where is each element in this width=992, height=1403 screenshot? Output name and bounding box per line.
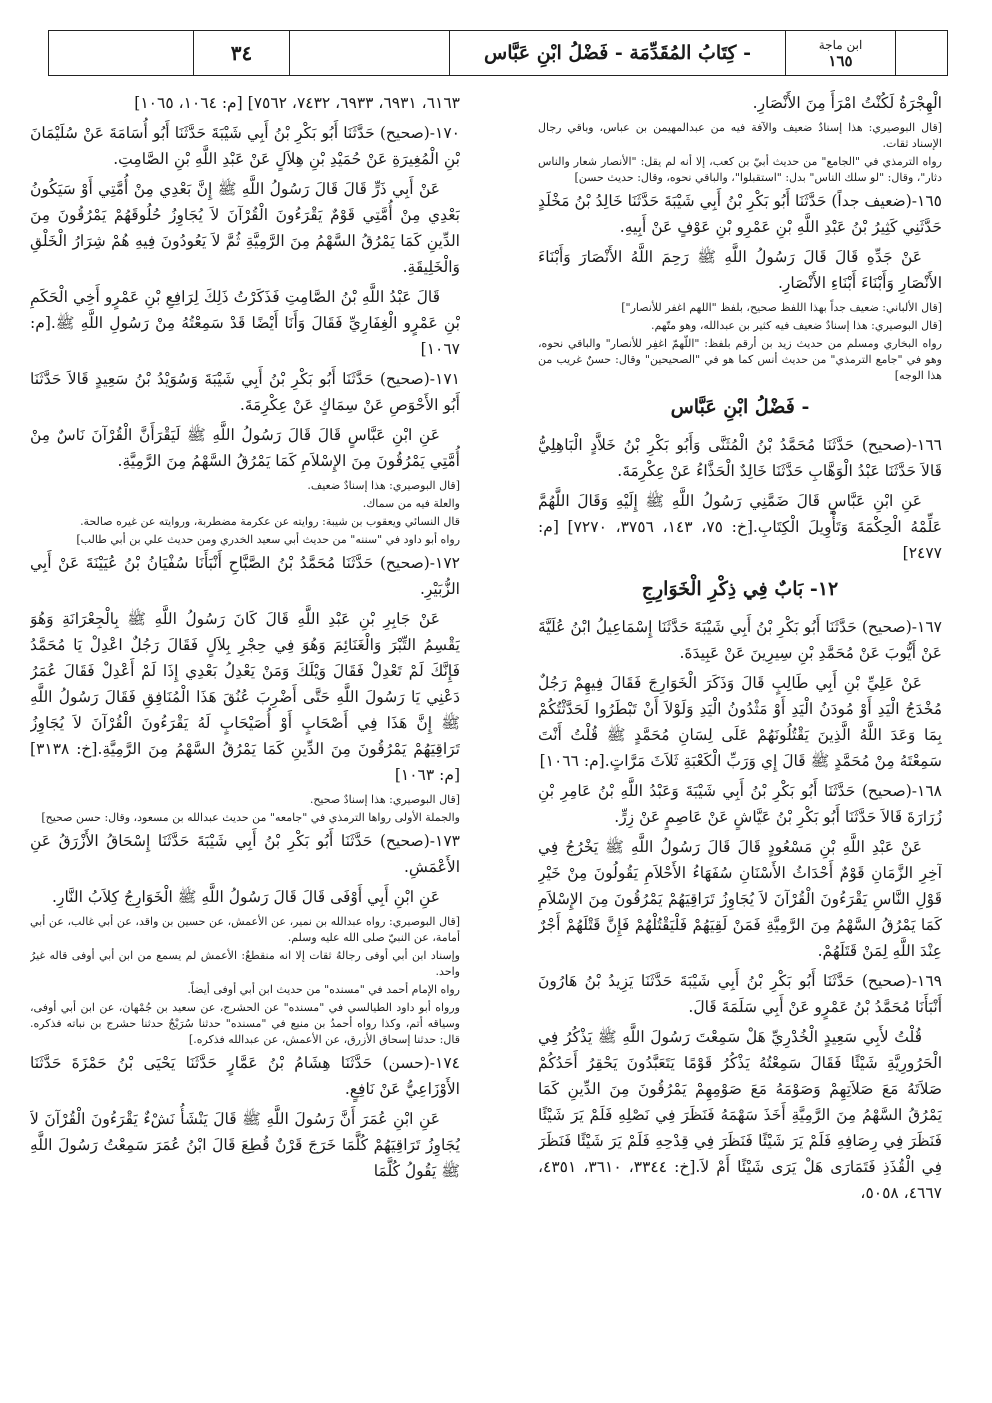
hadith-169-text: قُلْتُ لأَبِي سَعِيدٍ الْخُدْرِيِّ هَلْ سَمِعْتَ رَسُولَ اللَّهِ ﷺ يَذْكُرُ فِي الْحَرُورِيَّةِ شَيْئًا فَقَالَ سَمِعْتُهُ يَذْكُرُ قَوْمًا يَتَعَبَّدُونَ يَحْقِرُ أَحَدُكُمْ صَلاَتَهُ مَعَ صَلاَتِهِمْ وَصَوْمَهُ مَعَ صَوْمِهِمْ يَمْرُقُونَ مِنَ الدِّينِ كَمَا يَمْرُقُ السَّهْمُ مِنَ الرَّمِيَّةِ أَخَذَ سَهْمَهُ فَنَظَرَ فِي نَصْلِهِ فَلَمْ يَرَ شَيْئًا فَنَظَرَ فِي رِصَافِهِ فَلَمْ يَرَ شَيْئًا فَنَظَرَ فِي قِدْحِهِ فَلَمْ يَرَ شَيْئًا فَنَظَرَ فِي الْقُذَذِ فَتَمَارَى هَلْ يَرَى شَيْئًا أَمْ لاَ.[خ: ٣٣٤٤، ٣٦١٠، ٤٣٥١، ٤٦٦٧، ٥٠٥٨، [538, 1028, 942, 1202]
hadith-166-chain: ١٦٦-(صحيح) حَدَّثَنَا مُحَمَّدُ بْنُ الْمُثَنَّى وَأَبُو بَكْرِ بْنُ خَلاَّدٍ الْبَاهِلِيُّ قَالاَ حَدَّثَنَا عَبْدُ الْوَهَّابِ حَدَّثَنَا خَالِدٌ الْحَذَّاءُ عَنْ عِكْرِمَةَ. [538, 436, 942, 480]
chapter-title: - كِتَابُ المُقَدِّمَة - فَضْلُ ابْنِ عَبَّاس [449, 31, 785, 75]
hadith-165-chain: ١٦٥-(ضعيف جداً) حَدَّثَنَا أَبُو بَكْرِ بْنُ أَبِي شَيْبَةَ حَدَّثَنَا خَالِدُ بْنُ مَخْلَدٍ حَدَّثَنِي كَثِيرُ بْنُ عَبْدِ اللَّهِ بْنِ عَمْرِو بْنِ عَوْفٍ عَنْ أَبِيهِ. [538, 192, 942, 236]
footnote: ورواه أبو داود الطيالسي في "مسنده" عن الحشرج، عن سعيد بن جُمْهان، عن ابن أبي أوفى، وسياقه أتم، وكذا رواه أحمدُ بن منيع في "مسنده" حدثنا سُرَيْجٌ حدثنا حشرج بن نباته فذكره. قال: حدثنا إسحاق الأزرق، عن الأعمش، عن عبدالله فذكره.] [30, 1001, 460, 1046]
continued-text: الْهِجْرَةُ لَكُنْتُ امْرَأً مِنَ الأَنْصَارِ. [752, 94, 942, 112]
footnote: [قال البوصيري: هذا إسنادٌ ضعيف فيه كثير بن عبدالله، وهو متّهم. [650, 319, 942, 332]
hadith-172-text: عَنْ جَابِرِ بْنِ عَبْدِ اللَّهِ قَالَ كَانَ رَسُولُ اللَّهِ ﷺ بِالْجِعْرَانَةِ وَهُوَ يَقْسِمُ التِّبْرَ وَالْغَنَائِمَ وَهُوَ فِي حِجْرِ بِلاَلٍ فَقَالَ رَجُلٌ اعْدِلْ يَا مُحَمَّدُ فَإِنَّكَ لَمْ تَعْدِلْ فَقَالَ وَيْلَكَ وَمَنْ يَعْدِلُ بَعْدِي إِذَا لَمْ أَعْدِلْ فَقَالَ عُمَرُ دَعْنِي يَا رَسُولَ اللَّهِ حَتَّى أَضْرِبَ عُنُقَ هَذَا الْمُنَافِقِ فَقَالَ رَسُولُ اللَّهِ ﷺ إِنَّ هَذَا فِي أَصْحَابٍ أَوْ أُصَيْحَابٍ لَهُ يَقْرَءُونَ الْقُرْآنَ لاَ يُجَاوِزُ تَرَاقِيَهُمْ يَمْرُقُونَ مِنَ الدِّينِ كَمَا يَمْرُقُ السَّهْمُ مِنَ الرَّمِيَّةِ.[خ: ٣١٣٨] [م: ١٠٦٣] [30, 610, 460, 784]
footnote: رواه الإمام أحمد في "مسنده" من حديث ابن أبي أوفى أيضاً. [187, 983, 460, 996]
hadith-167-text: عَنْ عَلِيِّ بْنِ أَبِي طَالِبٍ قَالَ وَذَكَرَ الْخَوَارِجَ فَقَالَ فِيهِمْ رَجُلٌ مُخْدَجُ الْيَدِ أَوْ مُودَنُ الْيَدِ أَوْ مَثْدُونُ الْيَدِ وَلَوْلاَ أَنْ تَبْطَرُوا لَحَدَّثْتُكُمْ بِمَا وَعَدَ اللَّهُ الَّذِينَ يَقْتُلُونَهُمْ عَلَى لِسَانِ مُحَمَّدٍ ﷺ قُلْتُ أَنْتَ سَمِعْتَهُ مِنْ مُحَمَّدٍ ﷺ قَالَ إِي وَرَبِّ الْكَعْبَةِ ثَلاَثَ مَرَّاتٍ.[م: ١٠٦٦] [538, 674, 942, 770]
footnote: [قال البوصيري: رواه عبدالله بن نمير، عن الأعمش، عن حسين بن واقد، عن أبي غالب، عن أبي أمامة، عن النبيّ صلى الله عليه وسلم. [30, 915, 460, 944]
hadith-170-chain: ١٧٠-(صحيح) حَدَّثَنَا أَبُو بَكْرِ بْنُ أَبِي شَيْبَةَ حَدَّثَنَا أَبُو أُسَامَةَ عَنْ سُلَيْمَانَ بْنِ الْمُغِيرَةِ عَنْ حُمَيْدِ بْنِ هِلاَلٍ عَنْ عَبْدِ اللَّهِ بْنِ الصَّامِتِ. [30, 124, 460, 168]
footnote: [قال البوصيري: هذا إسنادٌ ضعيف والآفة فيه من عبدالمهيمن بن عباس، وباقي رجال الإسناد ثقات. [538, 121, 942, 150]
footnote: والجملة الأولى رواها الترمذي في "جامعه" من حديث عبدالله بن مسعود، وقال: حسن صحيح] [41, 811, 460, 824]
hadith-170-text: عَنْ أَبِي ذَرٍّ قَالَ قَالَ رَسُولُ اللَّهِ ﷺ إِنَّ بَعْدِي مِنْ أُمَّتِي أَوْ سَيَكُونُ بَعْدِي مِنْ أُمَّتِي قَوْمٌ يَقْرَءُونَ الْقُرْآنَ لاَ يُجَاوِزُ حُلُوقَهُمْ يَمْرُقُونَ مِنَ الدِّينِ كَمَا يَمْرُقُ السَّهْمُ مِنَ الرَّمِيَّةِ ثُمَّ لاَ يَعُودُونَ فِيهِ هُمْ شِرَارُ الْخَلْقِ وَالْخَلِيقَةِ. [30, 180, 460, 276]
book-reference [785, 31, 895, 75]
section-heading: - فَضْلُ ابْنِ عَبَّاس [670, 396, 810, 418]
hadith-172-chain: ١٧٢-(صحيح) حَدَّثَنَا مُحَمَّدُ بْنُ الصَّبَّاحِ أَنْبَأَنَا سُفْيَانُ بْنُ عُيَيْنَةَ عَنْ أَبِي الزُّبَيْرِ. [30, 554, 460, 598]
header-empty-cell [289, 31, 449, 75]
hadith-169-chain: ١٦٩-(صحيح) حَدَّثَنَا أَبُو بَكْرِ بْنُ أَبِي شَيْبَةَ حَدَّثَنَا يَزِيدُ بْنُ هَارُونَ أَنْبَأَنَا مُحَمَّدُ بْنُ عَمْرٍو عَنْ أَبِي سَلَمَةَ قَالَ. [538, 972, 942, 1016]
chapter-heading: ١٢- بَابٌ فِي ذِكْرِ الْخَوَارِجِ [641, 578, 839, 600]
hadith-165-text: عَنْ جَدِّهِ قَالَ قَالَ رَسُولُ اللَّهِ ﷺ رَحِمَ اللَّهُ الأَنْصَارَ وَأَبْنَاءَ الأَنْصَارِ وَأَبْنَاءَ أَبْنَاءِ الأَنْصَارِ. [538, 248, 942, 292]
hadith-174-text: عَنِ ابْنِ عُمَرَ أَنَّ رَسُولَ اللَّهِ ﷺ قَالَ يَنْشَأُ نَشْءٌ يَقْرَءُونَ الْقُرْآنَ لاَ يُجَاوِزُ تَرَاقِيَهُمْ كُلَّمَا خَرَجَ قَرْنٌ قُطِعَ قَالَ ابْنُ عُمَرَ سَمِعْتُ رَسُولَ اللَّهِ ﷺ يَقُولُ كُلَّمَا [30, 1110, 460, 1180]
book-number: ١٦٥ [828, 52, 853, 70]
hadith-166-text: عَنِ ابْنِ عَبَّاسٍ قَالَ ضَمَّنِي رَسُولُ اللَّهِ ﷺ إِلَيْهِ وَقَالَ اللَّهُمَّ عَلِّمْهُ الْحِكْمَةَ وَتَأْوِيلَ الْكِتَابِ.[خ: ٧٥، ١٤٣، ٣٧٥٦، ٧٢٧٠] [م: ٢٤٧٧] [538, 492, 942, 562]
footnote: رواه أبو داود في "سننه" من حديث أبي سعيد الخدري ومن حديث علي بن أبي طالب] [76, 533, 460, 546]
right-column [538, 90, 942, 1363]
footnote: [قال البوصيري: هذا إسنادٌ ضعيف. [307, 479, 460, 492]
book-name: ابن ماجة [818, 38, 863, 52]
page-number: ٣٤ [193, 31, 289, 75]
hadith-174-chain: ١٧٤-(حسن) حَدَّثَنَا هِشَامُ بْنُ عَمَّارٍ حَدَّثَنَا يَحْيَى بْنُ حَمْزَةَ حَدَّثَنَا الأَوْزَاعِيُّ عَنْ نَافِعٍ. [30, 1054, 460, 1098]
left-column [30, 90, 460, 1363]
hadith-173-text: عَنِ ابْنِ أَبِي أَوْفَى قَالَ قَالَ رَسُولُ اللَّهِ ﷺ الْخَوَارِجُ كِلاَبُ النَّارِ. [52, 888, 440, 906]
page-header [48, 30, 948, 76]
references-continued: ٦١٦٣، ٦٩٣١، ٦٩٣٣، ٧٤٣٢، ٧٥٦٢] [م: ١٠٦٤، ١٠٦٥] [134, 94, 460, 112]
footnote: رواه البخاري ومسلم من حديث زيد بن أرقم بلفظ: "اللّهمّ اغفِر للأنصار" والباقي نحوه، وهو في "جامع الترمذي" من حديث أنس كما هو في "الصحيحين" وقال: حسنٌ غريب من هذا الوجه] [538, 337, 942, 382]
footnote: وإسناد ابن أبي أوفى رجالهُ ثقات إلا انه منقطعٌ: الأعمش لم يسمع من ابن أبي أوفى قاله غيرُ واحد. [30, 949, 460, 978]
footnote: قال النسائي ويعقوب بن شيبة: روايته عن عكرمة مضطربة، وروايته عن غيره صالحة. [80, 515, 460, 528]
hadith-171-chain: ١٧١-(صحيح) حَدَّثَنَا أَبُو بَكْرِ بْنُ أَبِي شَيْبَةَ وَسُوَيْدُ بْنُ سَعِيدٍ قَالاَ حَدَّثَنَا أَبُو الأَحْوَصِ عَنْ سِمَاكٍ عَنْ عِكْرِمَةَ. [30, 370, 460, 414]
header-empty-cell [895, 31, 947, 75]
footnote: والعلة فيه من سماك. [362, 497, 460, 510]
header-empty-cell [49, 31, 193, 75]
footnote: رواه الترمذي في "الجامع" من حديث أبيّ بن كعب، إلا أنه لم يقل: "الأنصار شعار والناس دثار"، وقال: "لو سلك الناس" بدل: "استقبلوا"، والباقي نحوه، وقال: حديث حسن] [538, 155, 942, 184]
footnote: [قال الألباني: ضعيف جداً بهذا اللفظ صحيح، بلفظ "اللهم اغفر للأنصار"] [621, 301, 942, 314]
hadith-170-text: قَالَ عَبْدُ اللَّهِ بْنُ الصَّامِتِ فَذَكَرْتُ ذَلِكَ لِرَافِعِ بْنِ عَمْرٍو أَخِي الْحَكَمِ بْنِ عَمْرٍو الْغِفَارِيِّ فَقَالَ وَأَنَا أَيْضًا قَدْ سَمِعْتُهُ مِنْ رَسُولِ اللَّهِ ﷺ.[م: ١٠٦٧] [30, 288, 460, 358]
footnote: [قال البوصيري: هذا إسنادٌ صحيح. [309, 793, 460, 806]
hadith-171-text: عَنِ ابْنِ عَبَّاسٍ قَالَ قَالَ رَسُولُ اللَّهِ ﷺ لَيَقْرَأَنَّ الْقُرْآنَ نَاسٌ مِنْ أُمَّتِي يَمْرُقُونَ مِنَ الإِسْلاَمِ كَمَا يَمْرُقُ السَّهْمُ مِنَ الرَّمِيَّةِ. [30, 426, 460, 470]
hadith-173-chain: ١٧٣-(صحيح) حَدَّثَنَا أَبُو بَكْرِ بْنُ أَبِي شَيْبَةَ حَدَّثَنَا إِسْحَاقُ الأَزْرَقُ عَنِ الأَعْمَشِ. [30, 832, 460, 876]
hadith-168-text: عَنْ عَبْدِ اللَّهِ بْنِ مَسْعُودٍ قَالَ قَالَ رَسُولُ اللَّهِ ﷺ يَخْرُجُ فِي آخِرِ الزَّمَانِ قَوْمٌ أَحْدَاثُ الأَسْنَانِ سُفَهَاءُ الأَحْلاَمِ يَقُولُونَ مِنْ خَيْرِ قَوْلِ النَّاسِ يَقْرَءُونَ الْقُرْآنَ لاَ يُجَاوِزُ تَرَاقِيَهُمْ يَمْرُقُونَ مِنَ الإِسْلاَمِ كَمَا يَمْرُقُ السَّهْمُ مِنَ الرَّمِيَّةِ فَمَنْ لَقِيَهُمْ فَلْيَقْتُلْهُمْ فَإِنَّ قَتْلَهُمْ أَجْرٌ عِنْدَ اللَّهِ لِمَنْ قَتَلَهُمْ. [538, 838, 942, 960]
hadith-167-chain: ١٦٧-(صحيح) حَدَّثَنَا أَبُو بَكْرِ بْنُ أَبِي شَيْبَةَ حَدَّثَنَا إِسْمَاعِيلُ ابْنُ عُلَيَّةَ عَنْ أَيُّوبَ عَنْ مُحَمَّدِ بْنِ سِيرِينَ عَنْ عَبِيدَةَ. [538, 618, 942, 662]
hadith-168-chain: ١٦٨-(صحيح) حَدَّثَنَا أَبُو بَكْرِ بْنُ أَبِي شَيْبَةَ وَعَبْدُ اللَّهِ بْنُ عَامِرِ بْنِ زُرَارَةَ قَالاَ حَدَّثَنَا أَبُو بَكْرِ بْنُ عَيَّاشٍ عَنْ عَاصِمٍ عَنْ زِرٍّ. [538, 782, 942, 826]
